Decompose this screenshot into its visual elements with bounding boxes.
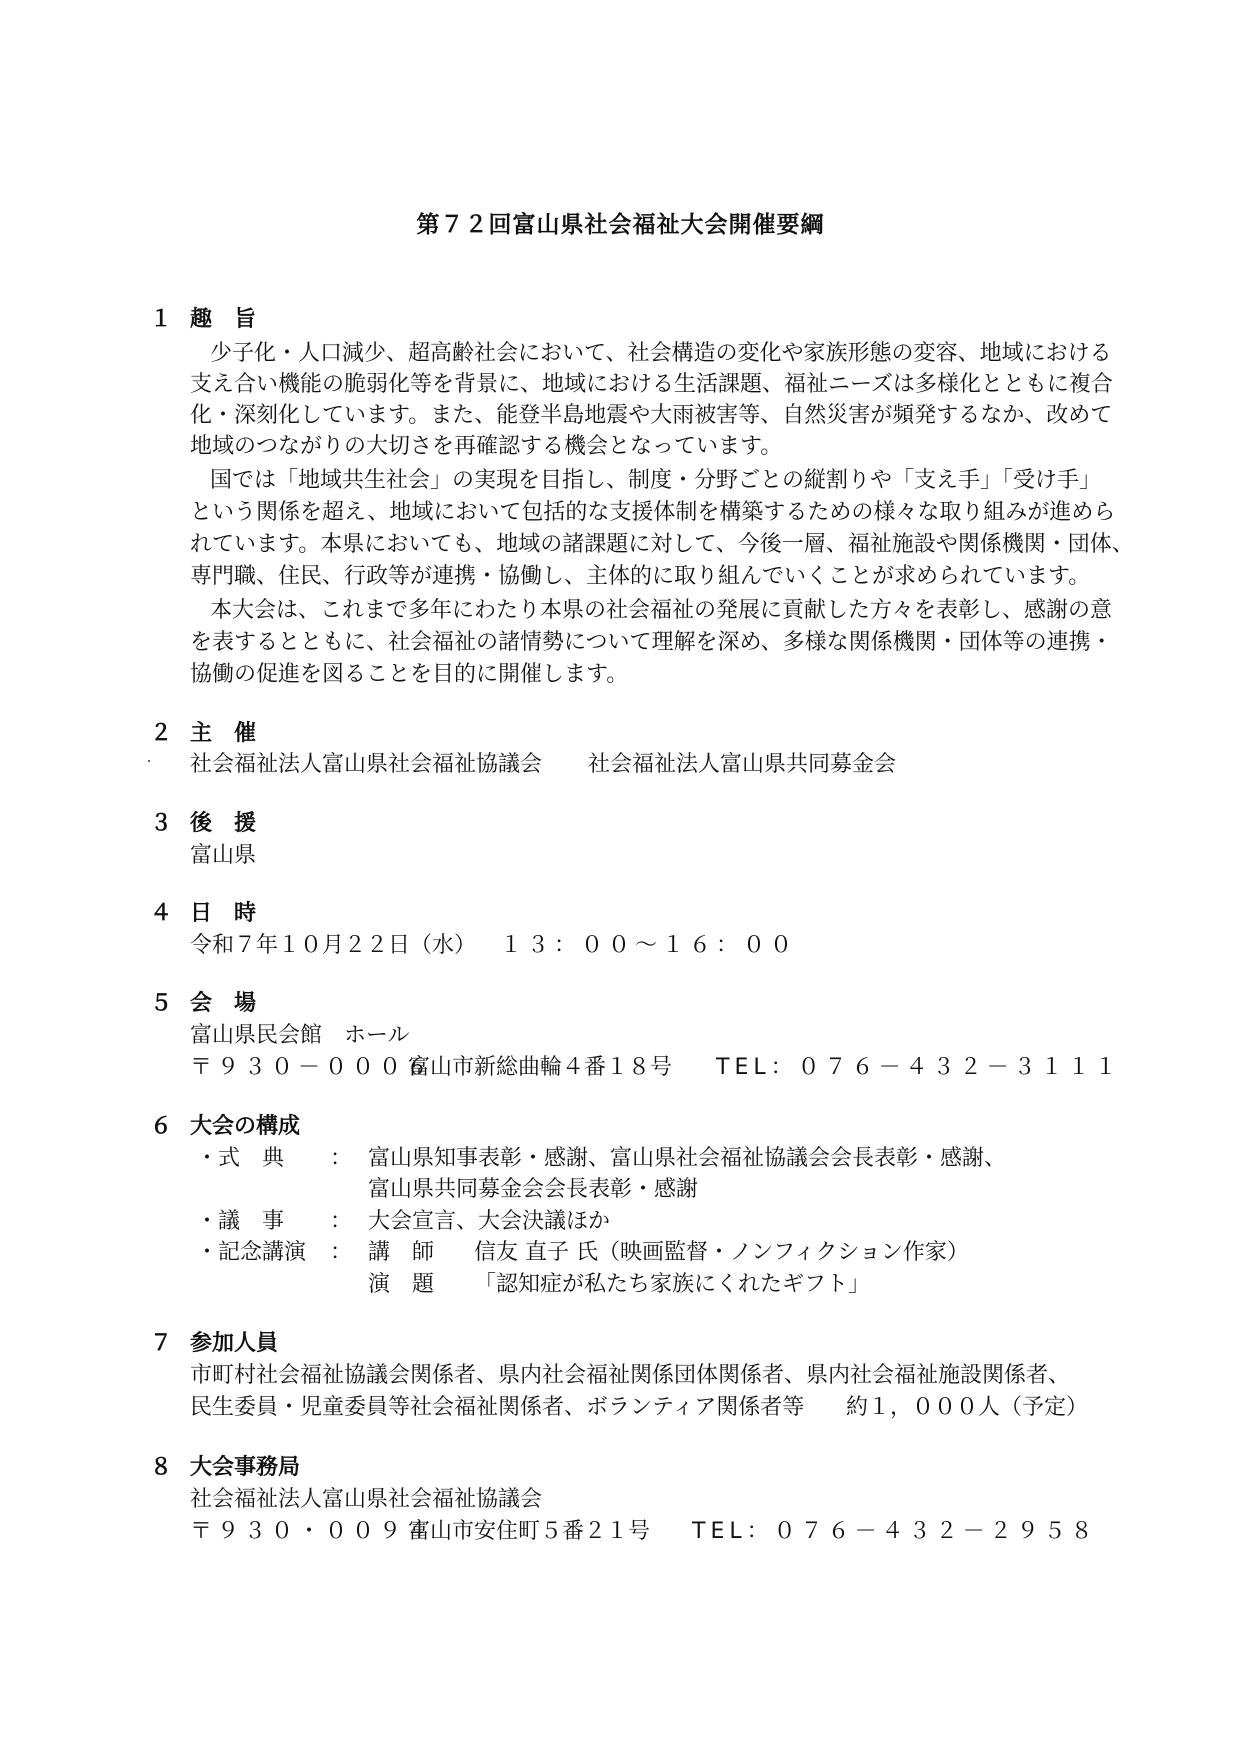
section-heading: 趣 旨	[190, 307, 257, 332]
section-number: １	[150, 307, 173, 332]
scan-speck	[148, 760, 150, 762]
ceremony-text: 富山県知事表彰・感謝、富山県社会福祉協議会会長表彰・感謝、	[368, 1146, 1007, 1171]
secretariat-postal-code: 〒９３０・００９４	[190, 1519, 434, 1544]
paragraph-line: という関係を超え、地域において包括的な支援体制を構築するための様々な取り組みが進めら	[190, 500, 1116, 525]
section-heading: 日 時	[190, 901, 257, 926]
section-number: ５	[150, 991, 173, 1016]
paragraph-line: 本大会は、これまで多年にわたり本県の社会福祉の発展に貢献した方々を表彰し、感謝の意	[210, 598, 1113, 623]
secretariat-org: 社会福祉法人富山県社会福祉協議会	[190, 1487, 543, 1512]
ceremony-text: 富山県共同募金会会長表彰・感謝	[368, 1177, 699, 1202]
program-item-label: ・式 典	[196, 1146, 285, 1171]
section-number: ６	[150, 1114, 173, 1139]
section-number: ２	[150, 721, 173, 746]
event-time: １３：００～１６：００	[500, 933, 798, 958]
paragraph-line: を表するとともに、社会福祉の諸情勢について理解を深め、多様な関係機関・団体等の連携・	[190, 630, 1113, 655]
venue-name: 富山県民会館 ホール	[190, 1023, 410, 1048]
section-number: ８	[150, 1455, 173, 1480]
paragraph-line: 地域のつながりの大切さを再確認する機会となっています。	[190, 434, 783, 459]
section-heading: 主 催	[190, 721, 257, 746]
colon: ：	[330, 1209, 353, 1234]
speaker-label: 講 師	[368, 1240, 435, 1265]
program-item-label: ・議 事	[196, 1209, 285, 1234]
organizer-2: 社会福祉法人富山県共同募金会	[588, 752, 897, 777]
participants-text: 民生委員・児童委員等社会福祉関係者、ボランティア関係者等	[190, 1395, 805, 1420]
paragraph-line: 化・深刻化しています。また、能登半島地震や大雨被害等、自然災害が頻発するなか、改めて	[190, 403, 1113, 428]
lecture-topic: 「認知症が私たち家族にくれたギフト」	[474, 1272, 871, 1297]
venue-address: 富山市新総曲輪４番１８号	[408, 1055, 673, 1080]
secretariat-address: 富山市安住町５番２１号	[408, 1519, 651, 1544]
section-number: ４	[150, 901, 173, 926]
section-heading: 会 場	[190, 991, 257, 1016]
topic-label: 演 題	[368, 1272, 435, 1297]
supporter: 富山県	[190, 843, 257, 868]
venue-postal-code: 〒９３０－０００６	[190, 1055, 434, 1080]
event-date: 令和７年１０月２２日（水）	[190, 933, 477, 958]
agenda-text: 大会宣言、大会決議ほか	[368, 1209, 611, 1234]
venue-phone: TEL：０７６－４３２－３１１１	[716, 1055, 1122, 1080]
organizer-1: 社会福祉法人富山県社会福祉協議会	[190, 752, 543, 777]
paragraph-line: 国では「地域共生社会」の実現を目指し、制度・分野ごとの縦割りや「支え手」「受け手」	[210, 468, 1102, 493]
program-item-label: ・記念講演	[196, 1240, 307, 1265]
section-heading: 参加人員	[190, 1331, 279, 1356]
section-heading: 大会事務局	[190, 1455, 301, 1480]
colon: ：	[330, 1240, 353, 1265]
paragraph-line: れています。本県においても、地域の諸課題に対して、今後一層、福祉施設や関係機関・団体、	[190, 532, 1134, 557]
section-heading: 後 援	[190, 811, 257, 836]
participant-count: 約１，０００人（予定）	[846, 1395, 1089, 1420]
document-title: 第７２回富山県社会福祉大会開催要綱	[416, 212, 825, 238]
secretariat-phone: TEL：０７６－４３２－２９５８	[692, 1519, 1098, 1544]
participants-text: 市町村社会福祉協議会関係者、県内社会福祉関係団体関係者、県内社会福祉施設関係者、	[190, 1363, 1071, 1388]
paragraph-line: 少子化・人口減少、超高齢社会において、社会構造の変化や家族形態の変容、地域における	[210, 341, 1112, 366]
colon: ：	[330, 1146, 353, 1171]
paragraph-line: 専門職、住民、行政等が連携・協働し、主体的に取り組んでいくことが求められています。	[190, 564, 1091, 589]
paragraph-line: 支え合い機能の脆弱化等を背景に、地域における生活課題、福祉ニーズは多様化とともに複合	[190, 372, 1113, 397]
section-heading: 大会の構成	[190, 1114, 301, 1139]
paragraph-line: 協働の促進を図ることを目的に開催します。	[190, 662, 629, 687]
section-number: ７	[150, 1331, 173, 1356]
section-number: ３	[150, 811, 173, 836]
speaker-name: 信友 直子 氏（映画監督・ノンフィクション作家）	[474, 1240, 969, 1265]
